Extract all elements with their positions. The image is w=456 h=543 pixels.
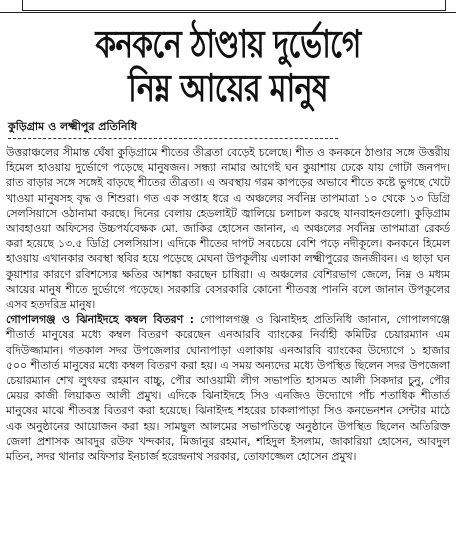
headline-line-1: কনকনে ঠাণ্ডায় দুর্ভোগে: [95, 22, 361, 66]
article-byline: কুড়িগ্রাম ও লক্ষ্মীপুর প্রতিনিধি: [8, 120, 137, 133]
article-headline: [0, 22, 456, 110]
article-paragraph-2: [6, 312, 450, 464]
article-body: [6, 145, 450, 464]
article-subhead: গোপালগঞ্জ ও ঝিনাইদহে কম্বল বিতরণ :: [6, 313, 194, 327]
article-paragraph-2-text: গোপালগঞ্জ ও ঝিনাইদহ প্রতিনিধি জানান, গোপালগঞ্জে শীতার্ত মানুষের মধ্যে কম্বল বিতরণ করেছেন এনআরবি ব্যাংকের নির্বাহী কমিটির চেয়ারম্যান এম বদিউজ্জামান। গতকাল সদর উপজেলার ঘোনাপাড়া এলাকায় এনআরবি ব্যাংকের উদ্যোগে ১ হাজার ৫০০ শীতার্ত মানুষের মধ্যে কম্বল বিতরণ করা হয়। এ সময় অন্যদের মধ্যে উপস্থিত ছিলেন সদর উপজেলা চেয়ারম্যান শেখ লুৎফর রহমান বাচ্চু, পৌর আওয়ামী লীগ সভাপতি হাসমত আলী সিকদার চুনু, পৌর মেয়র কাজী লিয়াকত আলী প্রমুখ। এদিকে ঝিনাইদহে সিও এনজিও উদ্যোগে পাঁচ শতাধিক শীতার্ত মানুষের মাঝে শীতবস্ত্র বিতরণ করা হয়েছে। ঝিনাইদহ শহরের চাকলাপাড়া সিও কনভেনশন সেন্টার মাঠে এক অনুষ্ঠানের আয়োজন করা হয়। সামছুল আলমের সভাপতিত্বে অনুষ্ঠানে উপস্থিত ছিলেন অতিরিক্ত জেলা প্রশাসক আবদুর রউফ খন্দকার, মিজানুর রহমান, শহিদুল ইসলাম, জাকারিয়া হোসেন, আবদুল মতিন, সদর থানার অফিসার ইনচার্জ হরেন্দ্রনাথ সরকার, তোফাজ্জেল হোসেন প্রমুখ।: [6, 313, 451, 464]
headline-line-2: নিম্ন আয়ের মানুষ: [128, 66, 328, 110]
article-paragraph-1: উত্তরাঞ্চলের সীমান্ত ঘেঁষা কুড়িগ্রামে শীতের তীব্রতা বেড়েই চলেছে। শীত ও কনকনে ঠাণ্ডার সঙ্গে উত্তরীয় হিমেল হাওয়ায় দুর্ভোগে পড়েছে মানুষজন। সন্ধ্যা নামার আগেই ঘন কুয়াশায় ঢেকে যায় গোটা জনপদ। রাত বাড়ার সঙ্গে সঙ্গেই বাড়ছে শীতের তীব্রতা। এ অবস্থায় গরম কাপড়ের অভাবে শীতে কষ্টে ভুগছে খেটে খাওয়া মানুষসহ বৃদ্ধ ও শিশুরা। গত এক সপ্তাহ ধরে এ অঞ্চলের সর্বনিম্ন তাপমাত্রা ১০ থেকে ১৩ ডিগ্রি সেলসিয়াসে ওঠানামা করছে। দিনের বেলায় হেডলাইট জ্বালিয়ে চলাচল করছে যানবাহনগুলো। কুড়িগ্রাম আবহাওয়া অফিসের উচ্চপর্যবেক্ষক মো. জাকির হোসেন জানান, এ অঞ্চলের সর্বনিম্ন তাপমাত্রা রেকর্ড করা হয়েছে ১৩.৫ ডিগ্রি সেলসিয়াস। এদিকে শীতের দাপট সবচেয়ে বেশি পড়ে নদীকূলে। কনকনে হিমেল হাওয়ায় এখানকার অবস্থা স্থবির হয়ে পড়েছে মেঘনা উপকূলীয় এলাকা লক্ষ্মীপুরের জনজীবন। এ ছাড়া ঘন কুয়াশার কারণে রবিশস্যের ক্ষতির আশঙ্কা করছেন চাষিরা। এ অঞ্চলের বেশিরভাগ জেলে, নিম্ন ও মধ্যম আয়ের মানুষ শীতে দুর্ভোগে পড়েছে। সরকারি বেসরকারি কোনো শীতবস্ত্র পাননি বলে জানান উপকূলের এসব হতদরিদ্র মানুষ।: [6, 146, 450, 312]
previous-article-border: [0, 0, 456, 13]
previous-article-box: [22, 0, 446, 11]
byline-divider: [8, 138, 338, 139]
